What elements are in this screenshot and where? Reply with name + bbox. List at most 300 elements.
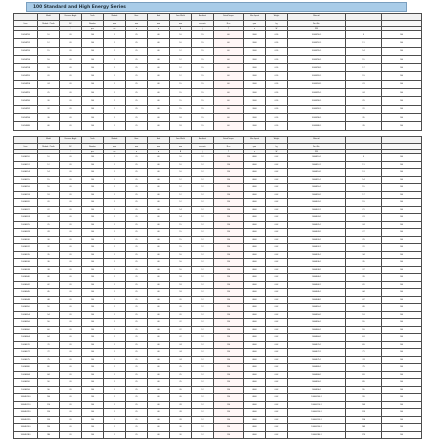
table-cell: 12 — [192, 251, 214, 259]
row-label: 100HE22 — [14, 206, 38, 214]
header-cell: Model — [38, 137, 60, 144]
table-cell: 10 — [170, 31, 192, 39]
table-cell: 40 — [148, 341, 170, 349]
table-cell: 12 — [170, 199, 192, 207]
table-cell: 180 — [38, 431, 60, 439]
table-cell: 23 — [346, 214, 382, 222]
table-cell: 120 — [214, 319, 244, 327]
table-cell: 100SM40-1 — [288, 122, 346, 130]
table-cell: 25 — [126, 105, 148, 113]
table-row — [14, 394, 422, 402]
table-cell: 0.55 — [266, 105, 288, 113]
table-cell: 15 — [38, 47, 60, 55]
table-cell: 100 — [382, 122, 422, 130]
header-cell: T — [214, 27, 244, 31]
spec-table-standard — [13, 13, 422, 131]
table-cell: 55 — [346, 319, 382, 327]
row-label: 100HE18 — [14, 191, 38, 199]
row-label: 100HE180 — [14, 431, 38, 439]
table-cell: 100 — [82, 251, 104, 259]
table-cell: 28 — [170, 416, 192, 424]
table-cell: 100 — [82, 55, 104, 63]
table-cell: 100 — [382, 72, 422, 80]
table-cell: 0.62 — [266, 266, 288, 274]
table-cell: 100 — [382, 349, 422, 357]
table-cell: 15 — [192, 72, 214, 80]
table-cell: 120 — [214, 356, 244, 364]
header-cell: 20° — [60, 144, 82, 150]
table-cell: 1 — [104, 409, 126, 417]
row-label: 100HE32 — [14, 244, 38, 252]
table-cell: 40 — [148, 356, 170, 364]
table-cell: 4000 — [244, 259, 266, 267]
header-cell: Bore — [126, 14, 148, 21]
table-cell: 100 — [382, 281, 422, 289]
table-cell: 40 — [148, 319, 170, 327]
header-cell: mm — [170, 21, 192, 27]
table-cell: 4000 — [244, 236, 266, 244]
table-cell: 25 — [126, 39, 148, 47]
table-cell: 16 — [38, 55, 60, 63]
table-cell: 100 — [82, 281, 104, 289]
table-cell: 100 — [382, 97, 422, 105]
table-cell: 1 — [104, 431, 126, 439]
table-cell: 40 — [148, 184, 170, 192]
table-cell: 120 — [214, 251, 244, 259]
table-cell: 149 — [346, 424, 382, 432]
table-cell: 120 — [214, 191, 244, 199]
table-cell: 0.62 — [266, 334, 288, 342]
table-cell: 1 — [104, 356, 126, 364]
table-row — [14, 266, 422, 274]
table-cell: 10 — [38, 154, 60, 162]
table-cell: 120 — [214, 379, 244, 387]
table-cell: 100 — [82, 394, 104, 402]
table-row — [14, 401, 422, 409]
table-cell: 20 — [60, 244, 82, 252]
table-cell: 3000 — [244, 55, 266, 63]
table-cell: 0.55 — [266, 31, 288, 39]
table-cell: 25 — [126, 424, 148, 432]
table-cell: 100HE180-1 — [288, 431, 346, 439]
table-cell: 100 — [82, 97, 104, 105]
table-cell: 100HE54-1 — [288, 311, 346, 319]
header-cell: Module / Teeth — [38, 21, 60, 27]
row-label: 100HE10 — [14, 154, 38, 162]
header-cell: mm — [148, 144, 170, 150]
table-cell: 1 — [104, 334, 126, 342]
table-cell: 25 — [126, 431, 148, 439]
table-cell: 40 — [38, 274, 60, 282]
table-cell: 12 — [192, 424, 214, 432]
table-cell: 18 — [38, 191, 60, 199]
table-row — [14, 221, 422, 229]
table-cell: 120 — [214, 259, 244, 267]
table-cell: 60 — [38, 326, 60, 334]
table-cell: 90 — [38, 379, 60, 387]
table-cell: 1 — [104, 39, 126, 47]
table-cell: 53 — [346, 311, 382, 319]
row-label: 100HE72 — [14, 349, 38, 357]
row-label: 100SM32 — [14, 105, 38, 113]
table-cell: 100 — [382, 296, 422, 304]
header-cell: Item — [14, 21, 38, 27]
table-cell: 60 — [214, 39, 244, 47]
table-cell: 0.62 — [266, 184, 288, 192]
table-cell: 0.55 — [266, 122, 288, 130]
table-cell: 20 — [60, 409, 82, 417]
table-cell: 1 — [104, 244, 126, 252]
table-cell: 40 — [148, 424, 170, 432]
table-cell: 15 — [170, 236, 192, 244]
table-cell: 0.62 — [266, 386, 288, 394]
table-cell: 25 — [126, 364, 148, 372]
row-label: 100HE40 — [14, 274, 38, 282]
table-cell: 0.62 — [266, 371, 288, 379]
table-cell: 120 — [214, 334, 244, 342]
table-cell: 20 — [60, 236, 82, 244]
table-cell: 40 — [148, 311, 170, 319]
table-cell: 12 — [170, 191, 192, 199]
table-cell: 100HE25-1 — [288, 221, 346, 229]
header-cell: kg — [266, 144, 288, 150]
table-cell: 120 — [214, 431, 244, 439]
table-cell: 25 — [170, 371, 192, 379]
table-cell: 15 — [192, 55, 214, 63]
table-cell: 12 — [192, 176, 214, 184]
table-cell: 40 — [148, 154, 170, 162]
table-cell: 100SM36-1 — [288, 113, 346, 121]
table-cell: 15 — [170, 97, 192, 105]
table-cell: 40 — [148, 244, 170, 252]
table-row — [14, 169, 422, 177]
header-cell: 20° — [60, 21, 82, 27]
table-cell: 40 — [148, 72, 170, 80]
table-cell: 3000 — [244, 105, 266, 113]
header-cell: Rated Torque — [214, 14, 244, 21]
table-cell: 40 — [148, 266, 170, 274]
row-label: 100SM30 — [14, 97, 38, 105]
row-label: 100SM40 — [14, 122, 38, 130]
table-cell: 25 — [126, 176, 148, 184]
table-cell: 18 — [170, 113, 192, 121]
table-cell: 18 — [170, 274, 192, 282]
table-cell: 12 — [192, 296, 214, 304]
table-cell: 100 — [382, 80, 422, 88]
table-cell: 0.62 — [266, 214, 288, 222]
header-cell: n — [244, 150, 266, 154]
table-cell: 0.62 — [266, 311, 288, 319]
table-cell: 12 — [192, 154, 214, 162]
table-cell: 100 — [382, 169, 422, 177]
row-label: 100HE110 — [14, 401, 38, 409]
table-cell: 48 — [38, 296, 60, 304]
table-cell: 40 — [148, 334, 170, 342]
table-cell: 25 — [126, 296, 148, 304]
table-cell: 100 — [382, 113, 422, 121]
table-cell: 40 — [148, 97, 170, 105]
table-cell: 20 — [60, 122, 82, 130]
header-cell — [346, 137, 382, 144]
table-cell: 95 — [346, 386, 382, 394]
table-cell: 25 — [126, 401, 148, 409]
table-cell: 12 — [192, 274, 214, 282]
table-cell: 20 — [60, 161, 82, 169]
table-cell: 12 — [192, 214, 214, 222]
row-label: 100HE28 — [14, 229, 38, 237]
table-cell: 100HE12-1 — [288, 161, 346, 169]
header-cell: Material — [288, 137, 346, 144]
table-cell: 120 — [214, 416, 244, 424]
table-cell: 100 — [82, 191, 104, 199]
header-cell: Max Speed — [244, 14, 266, 21]
table-cell: 1 — [104, 266, 126, 274]
table-cell: 100 — [82, 379, 104, 387]
table-cell: 1 — [104, 416, 126, 424]
table-row — [14, 72, 422, 80]
table-cell: 17 — [346, 64, 382, 72]
table-cell: 25 — [126, 55, 148, 63]
table-cell: 20 — [60, 311, 82, 319]
table-cell: 12 — [192, 259, 214, 267]
table-cell: 9 — [346, 31, 382, 39]
table-cell: 15 — [170, 244, 192, 252]
table-cell: 20 — [60, 274, 82, 282]
table-cell: 0.62 — [266, 356, 288, 364]
table-cell: 63 — [346, 334, 382, 342]
header-cell: Item — [14, 144, 38, 150]
table-cell: 1 — [104, 394, 126, 402]
table-cell: 4000 — [244, 191, 266, 199]
table-cell: 25 — [126, 274, 148, 282]
table-cell: 12 — [192, 334, 214, 342]
table-cell: 25 — [126, 214, 148, 222]
table-cell: 44 — [346, 289, 382, 297]
table-cell: 120 — [214, 304, 244, 312]
table-cell: 0.62 — [266, 154, 288, 162]
table-cell: 0.62 — [266, 199, 288, 207]
table-cell: 40 — [148, 431, 170, 439]
header-cell — [14, 14, 38, 21]
table-cell: 0.62 — [266, 191, 288, 199]
table-cell: 100 — [82, 154, 104, 162]
table-cell: 4000 — [244, 424, 266, 432]
header-cell: Backlash — [192, 137, 214, 144]
table-cell: 100 — [82, 64, 104, 72]
table-cell: 14 — [346, 47, 382, 55]
table-cell: 22 — [170, 326, 192, 334]
row-label: 100HE24 — [14, 214, 38, 222]
table-cell: 15 — [170, 221, 192, 229]
table-cell: 4000 — [244, 349, 266, 357]
table-row — [14, 199, 422, 207]
header-cell: rpm — [244, 21, 266, 27]
table-cell: 4000 — [244, 416, 266, 424]
row-label: 100HE120 — [14, 409, 38, 417]
header-cell: mm — [104, 21, 126, 27]
table-cell: 100 — [382, 379, 422, 387]
row-label: 100HE25 — [14, 221, 38, 229]
table-cell: 100SM16-1 — [288, 55, 346, 63]
row-label: 100HE14 — [14, 169, 38, 177]
table-cell: 100HE50-1 — [288, 304, 346, 312]
table-cell: 4000 — [244, 364, 266, 372]
table-cell: 120 — [214, 386, 244, 394]
table-cell: 24 — [170, 349, 192, 357]
table-cell: 100 — [382, 55, 422, 63]
table-cell: 125 — [38, 416, 60, 424]
table-cell: 20 — [60, 169, 82, 177]
table-row — [14, 113, 422, 121]
table-cell: 40 — [148, 236, 170, 244]
header-cell: W — [266, 27, 288, 31]
table-cell: 30 — [38, 236, 60, 244]
table-cell: 15 — [192, 39, 214, 47]
table-cell: 1 — [104, 72, 126, 80]
table-cell: 38 — [38, 266, 60, 274]
table-cell: 12 — [170, 64, 192, 72]
table-cell: 60 — [214, 122, 244, 130]
table-row — [14, 416, 422, 424]
header-cell: Part No. — [288, 21, 346, 27]
table-row — [14, 379, 422, 387]
header-cell: P/N — [288, 150, 346, 154]
table-cell: 1 — [104, 169, 126, 177]
table-cell: 12 — [170, 55, 192, 63]
table-cell: 4000 — [244, 169, 266, 177]
table-cell: 40 — [148, 281, 170, 289]
header-cell: N·m — [214, 144, 244, 150]
table-cell: 71 — [346, 349, 382, 357]
table-cell: 4000 — [244, 184, 266, 192]
table-cell: 83 — [346, 371, 382, 379]
table-cell: 20 — [60, 281, 82, 289]
table-cell: 120 — [214, 154, 244, 162]
table-cell: 110 — [38, 401, 60, 409]
table-row — [14, 47, 422, 55]
table-cell: 0.62 — [266, 319, 288, 327]
table-cell: 4000 — [244, 334, 266, 342]
table-cell: 40 — [148, 379, 170, 387]
table-cell: 60 — [214, 89, 244, 97]
table-cell: 28 — [38, 229, 60, 237]
table-cell: 20 — [60, 289, 82, 297]
row-label: 100HE96 — [14, 386, 38, 394]
table-cell: 100HE120-1 — [288, 409, 346, 417]
table-cell: 40 — [148, 113, 170, 121]
table-cell: 100 — [382, 105, 422, 113]
table-cell: 20 — [60, 304, 82, 312]
table-cell: 12 — [192, 394, 214, 402]
row-label: 100HE80 — [14, 364, 38, 372]
header-cell — [382, 14, 422, 21]
table-cell: 1 — [104, 364, 126, 372]
table-cell: 100 — [82, 229, 104, 237]
table-cell: 27 — [346, 229, 382, 237]
table-cell: 1 — [104, 379, 126, 387]
table-cell: 20 — [60, 386, 82, 394]
header-cell: Face Width — [170, 14, 192, 21]
table-cell: 54 — [38, 311, 60, 319]
table-cell: 30 — [170, 431, 192, 439]
table-cell: 100 — [82, 364, 104, 372]
header-cell: Number — [82, 21, 104, 27]
table-cell: 1 — [104, 274, 126, 282]
table-row — [14, 55, 422, 63]
table-cell: 12 — [192, 289, 214, 297]
table-cell: 10 — [170, 39, 192, 47]
table-row — [14, 214, 422, 222]
table-cell: 20 — [60, 72, 82, 80]
table-cell: 16 — [170, 251, 192, 259]
table-cell: 100 — [82, 105, 104, 113]
table-cell: 40 — [148, 371, 170, 379]
row-label: 100HE56 — [14, 319, 38, 327]
table-cell: 100HE15-1 — [288, 176, 346, 184]
table-cell: 0.62 — [266, 341, 288, 349]
table-cell: 100HE96-1 — [288, 386, 346, 394]
header-cell: mm — [126, 21, 148, 27]
table-cell: 25 — [126, 394, 148, 402]
row-label: 100HE20 — [14, 199, 38, 207]
table-cell: 12 — [170, 47, 192, 55]
table-cell: 20 — [38, 72, 60, 80]
row-label: 100SM20 — [14, 72, 38, 80]
table-cell: 25 — [126, 416, 148, 424]
row-label: 100HE45 — [14, 289, 38, 297]
table-cell: 20 — [60, 356, 82, 364]
row-label: 100HE60 — [14, 326, 38, 334]
table-row — [14, 334, 422, 342]
table-cell: 100HE150-1 — [288, 424, 346, 432]
table-cell: 120 — [214, 236, 244, 244]
table-cell: 40 — [148, 409, 170, 417]
header-cell: Max Speed — [244, 137, 266, 144]
table-cell: 100 — [82, 304, 104, 312]
table-cell: 40 — [148, 221, 170, 229]
table-cell: 100 — [82, 431, 104, 439]
table-cell: 12 — [192, 349, 214, 357]
header-cell: Model — [38, 14, 60, 21]
table-cell: 100 — [382, 326, 422, 334]
table-cell: 40 — [148, 80, 170, 88]
table-cell: 120 — [214, 289, 244, 297]
table-cell: 1 — [104, 401, 126, 409]
table-cell: 100SM24-1 — [288, 80, 346, 88]
table-cell: 100 — [382, 64, 422, 72]
table-cell: 100 — [382, 416, 422, 424]
table-cell: 100HE16-1 — [288, 184, 346, 192]
table-cell: 24 — [346, 221, 382, 229]
table-cell: 120 — [214, 341, 244, 349]
table-cell: 18 — [170, 122, 192, 130]
table-cell: 15 — [192, 97, 214, 105]
table-cell: 17 — [346, 191, 382, 199]
table-cell: 100 — [382, 409, 422, 417]
table-cell: 1 — [104, 31, 126, 39]
table-cell: 120 — [214, 364, 244, 372]
table-cell: 20 — [170, 296, 192, 304]
table-cell: 20 — [60, 113, 82, 121]
row-label: 100HE48 — [14, 296, 38, 304]
table-cell: 40 — [148, 304, 170, 312]
table-cell: 25 — [126, 221, 148, 229]
table-cell: 100 — [82, 236, 104, 244]
row-label: 100HE90 — [14, 379, 38, 387]
header-cell: Weight — [266, 14, 288, 21]
table-cell: 99 — [346, 394, 382, 402]
table-cell: 100 — [38, 394, 60, 402]
